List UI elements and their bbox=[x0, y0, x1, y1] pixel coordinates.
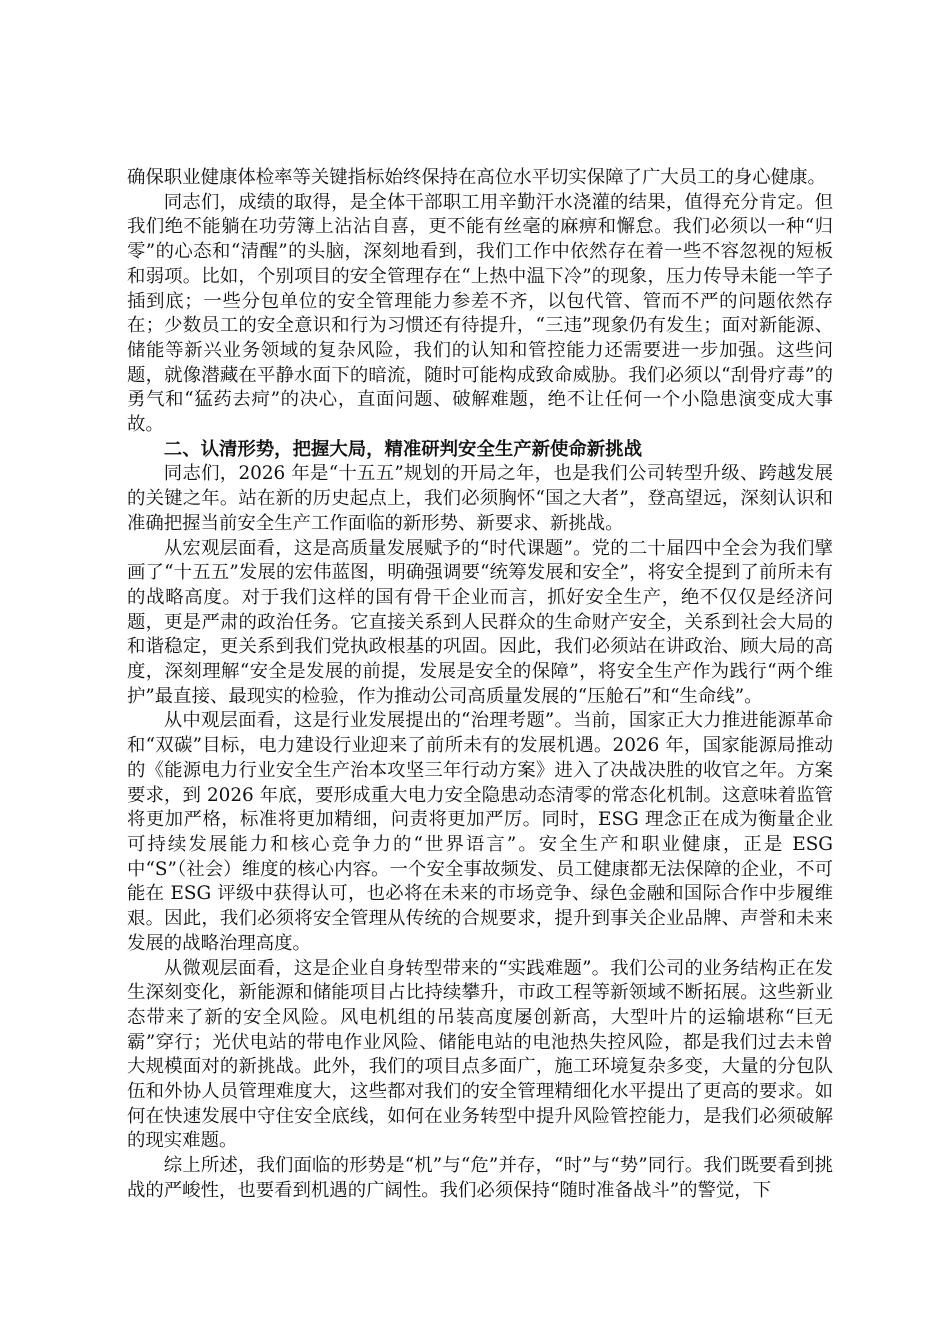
document-page bbox=[127, 166, 833, 1204]
paragraph-situation-intro: 同志们，2026 年是“十五五”规划的开局之年，也是我们公司转型升级、跨越发展的关键之年。站在新的历史起点上，我们必须胸怀“国之大者”，登高望远，深刻认识和准确把握当前安全生产工作面临的新形势、新要求、新挑战。 bbox=[127, 463, 833, 534]
paragraph-summary: 综上所述，我们面临的形势是“机”与“危”并存，“时”与“势”同行。我们既要看到挑战的严峻性，也要看到机遇的广阔性。我们必须保持“随时准备战斗”的警觉，下 bbox=[127, 1155, 833, 1201]
section-heading: 二、认清形势，把握大局，精准研判安全生产新使命新挑战 bbox=[163, 438, 642, 460]
paragraph-micro-level: 从微观层面看，这是企业自身转型带来的“实践难题”。我们公司的业务结构正在发生深刻变化，新能源和储能项目占比持续攀升，市政工程等新领域不断拓展。这些新业态带来了新的安全风险。风电机组的吊装高度屡创新高，大型叶片的运输堪称“巨无霸”穿行；光伏电站的带电作业风险、储能电站的电池热失控风险，都是我们过去未曾大规模面对的新挑战。此外，我们的项目点多面广，施工环境复杂多变，大量的分包队伍和外协人员管理难度大，这些都对我们的安全管理精细化水平提出了更高的要求。如何在快速发展中守住安全底线，如何在业务转型中提升风险管控能力，是我们必须破解的现实难题。 bbox=[127, 957, 833, 1152]
paragraph-meso-level: 从中观层面看，这是行业发展提出的“治理考题”。当前，国家正大力推进能源革命和“双碳”目标，电力建设行业迎来了前所未有的发展机遇。2026 年，国家能源局推动的《能源电力行业安全生产治本攻坚三年行动方案》进入了决战决胜的收官之年。方案要求，到 2026 年底，要形成重大电力安全隐患动态清零的常态化机制。这意味着监管将更加严格，标准将更加精细，问责将更加严厉。同时，ESG 理念正在成为衡量企业可持续发展能力和核心竞争力的“世界语言”。安全生产和职业健康，正是 ESG 中“S”（社会）维度的核心内容。一个安全事故频发、员工健康都无法保障的企业，不可能在 ESG 评级中获得认可，也必将在未来的市场竞争、绿色金融和国际合作中步履维艰。因此，我们必须将安全管理从传统的合规要求，提升到事关企业品牌、声誉和未来发展的战略治理高度。 bbox=[127, 710, 833, 954]
paragraph-macro-level: 从宏观层面看，这是高质量发展赋予的“时代课题”。党的二十届四中全会为我们擘画了“十五五”发展的宏伟蓝图，明确强调要“统筹发展和安全”，将安全提到了前所未有的战略高度。对于我们这样的国有骨干企业而言，抓好安全生产，绝不仅仅是经济问题，更是严肃的政治任务。它直接关系到人民群众的生命财产安全，关系到社会大局的和谐稳定，更关系到我们党执政根基的巩固。因此，我们必须站在讲政治、顾大局的高度，深刻理解“安全是发展的前提，发展是安全的保障”，将安全生产作为践行“两个维护”最直接、最现实的检验，作为推动公司高质量发展的“压舱石”和“生命线”。 bbox=[127, 537, 833, 707]
paragraph-achievements: 同志们，成绩的取得，是全体干部职工用辛勤汗水浇灌的结果，值得充分肯定。但我们绝不能躺在功劳簿上沾沾自喜，更不能有丝毫的麻痹和懈怠。我们必须以一种“归零”的心态和“清醒”的头脑，深刻地看到，我们工作中依然存在着一些不容忽视的短板和弱项。比如，个别项目的安全管理存在“上热中温下冷”的现象，压力传导未能一竿子插到底；一些分包单位的安全管理能力参差不齐，以包代管、管而不严的问题依然存在；少数员工的安全意识和行为习惯还有待提升，“三违”现象仍有发生；面对新能源、储能等新兴业务领域的复杂风险，我们的认知和管控能力还需要进一步加强。这些问题，就像潜藏在平静水面下的暗流，随时可能构成致命威胁。我们必须以“刮骨疗毒”的勇气和“猛药去疴”的决心，直面问题、破解难题，绝不让任何一个小隐患演变成大事故。 bbox=[127, 191, 833, 436]
paragraph-continuation: 确保职业健康体检率等关键指标始终保持在高位水平切实保障了广大员工的身心健康。 bbox=[127, 167, 826, 188]
